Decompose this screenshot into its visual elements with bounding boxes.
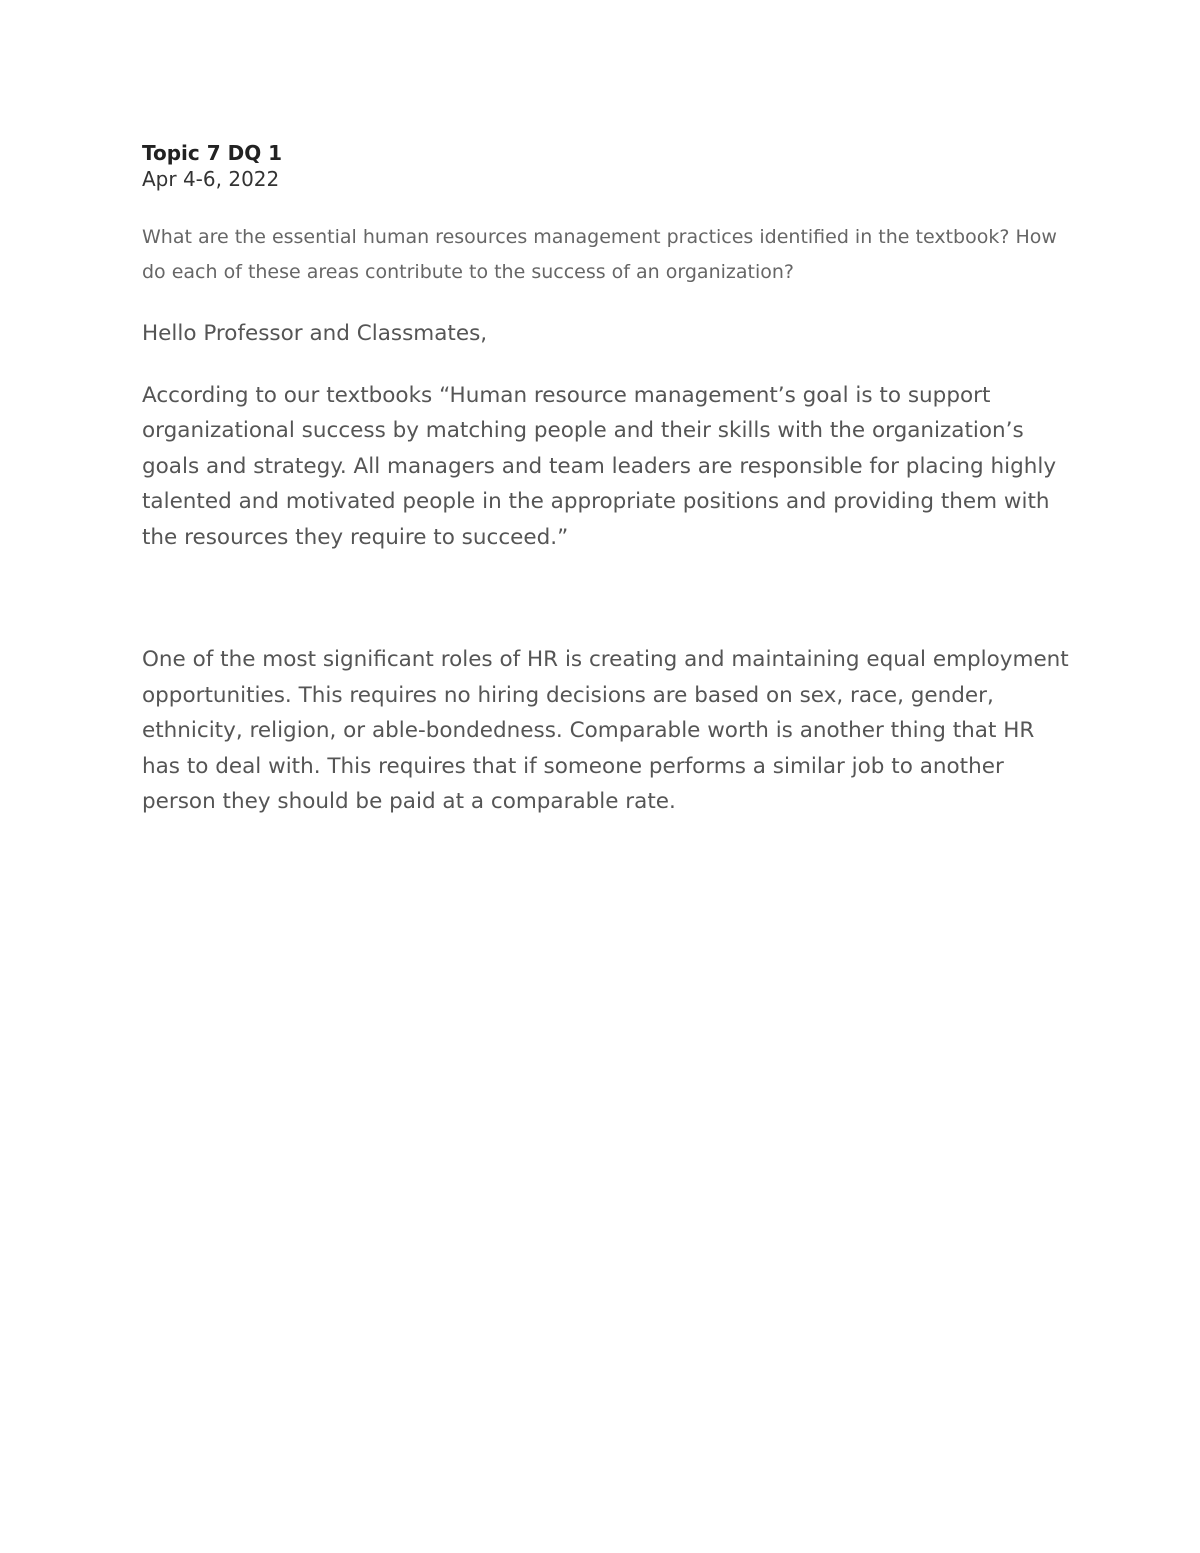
document-date: Apr 4-6, 2022 <box>142 167 280 191</box>
greeting: Hello Professor and Classmates, <box>142 321 488 346</box>
document-title: Topic 7 DQ 1 <box>142 141 283 165</box>
document-content <box>142 140 1072 820</box>
paragraph-1: According to our textbooks “Human resource management’s goal is to support organizational success by matching people and their skills with the organization’s goals and strategy. All managers and team leaders are responsible for placing highly talented and motivated people in the appropriate positions and providing them with the resources they require to succeed.” <box>142 382 1057 550</box>
paragraph-2: One of the most significant roles of HR is creating and maintaining equal employment opportunities. This requires no hiring decisions are based on sex, race, gender, ethnicity, religion, or able-bondedness. Comparable worth is another thing that HR has to deal with. This requires that if someone performs a similar job to another person they should be paid at a comparable rate. <box>142 647 1069 814</box>
discussion-prompt: What are the essential human resources management practices identified in the textbook? How do each of these areas contribute to the success of an organization? <box>142 226 1057 283</box>
